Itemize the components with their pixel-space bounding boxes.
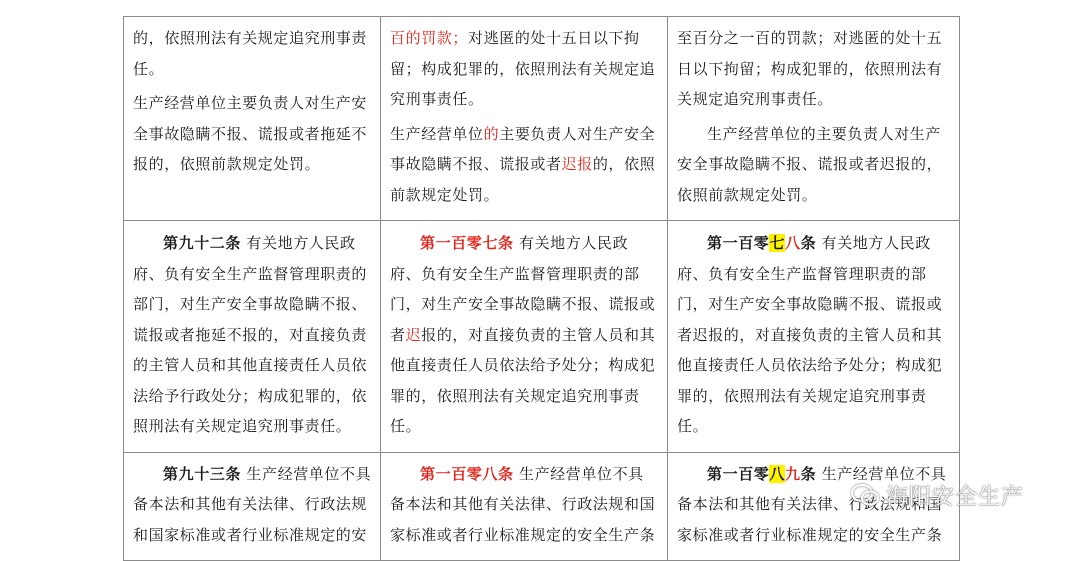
text: 生产经营单位不具备本法和其他有关法律、行政法规和国家标准或者行业标准规定的安 <box>133 464 372 544</box>
new-digit: 九 <box>785 464 801 483</box>
text: 对逃匿的处十五日以下拘留；构成犯罪的，依照刑法有关规定追究刑事责任。 <box>390 29 656 108</box>
table-row <box>124 452 960 561</box>
article-number: 第一百零八条 <box>420 464 514 483</box>
article-number: 第九十二条 <box>163 234 242 252</box>
new-digit: 八 <box>785 234 801 252</box>
article-suffix: 条 <box>800 234 817 252</box>
paragraph <box>390 23 659 115</box>
article-suffix: 条 <box>800 464 817 483</box>
changed-text: 百的罚款； <box>390 29 469 47</box>
cell-draft-law <box>381 221 668 453</box>
article-prefix: 第一百零 <box>707 464 770 483</box>
cell-old-law <box>124 221 381 453</box>
paragraph <box>677 228 951 442</box>
law-comparison-table <box>123 16 960 561</box>
paragraph <box>133 459 372 551</box>
paragraph: 至百分之一百的罚款；对逃匿的处十五日以下拘留；构成犯罪的，依照刑法有关规定追究刑事责任。 <box>677 29 943 108</box>
text: 主要负责人对生产安全事故隐瞒不报、谎报或者 <box>390 124 656 173</box>
table-row <box>124 221 960 453</box>
article-prefix: 第一百零 <box>707 234 770 252</box>
text: 生产经营单位不具备本法和其他有关法律、行政法规和国家标准或者行业标准规定的安全生产条 <box>390 464 656 544</box>
changed-text: 的 <box>483 124 500 143</box>
article-number: 第一百零七条 <box>420 234 514 252</box>
paragraph: 生产经营单位的主要负责人对生产安全事故隐瞒不报、谎报或者迟报的，依照前款规定处罚。 <box>677 124 943 204</box>
law-comparison-table-container <box>123 16 959 544</box>
paragraph <box>390 228 659 442</box>
cell-draft-law <box>381 17 668 221</box>
article-number: 第九十三条 <box>163 464 242 483</box>
text: 生产经营单位不具备本法和其他有关法律、行政法规和国家标准或者行业标准规定的安全生产条 <box>677 464 947 544</box>
text: 有关地方人民政府、负有安全生产监督管理职责的部门，对生产安全事故隐瞒不报、谎报或者迟报的，对直接负责的主管人员和其他直接责任人员依法给予处分；构成犯罪的，依照刑法有关规定追究刑事责任。 <box>677 234 943 435</box>
changed-text: 迟报 <box>561 155 593 173</box>
cell-old-law <box>124 452 381 561</box>
text: 报的，对直接负责的主管人员和其他直接责任人员依法给予处分；构成犯罪的，依照刑法有关规定追究刑事责任。 <box>390 325 656 435</box>
paragraph <box>390 459 659 551</box>
paragraph: 生产经营单位主要负责人对生产安全事故隐瞒不报、谎报或者拖延不报的，依照前款规定处罚。 <box>133 94 368 173</box>
changed-text: 迟 <box>405 325 422 344</box>
table-row <box>124 17 960 221</box>
watermark-text: 海阳安全生产 <box>886 484 1025 510</box>
text: 的，依照前款规定处罚。 <box>390 155 656 204</box>
article-number <box>707 234 816 252</box>
cell-new-law <box>668 17 960 221</box>
cell-draft-law <box>381 452 668 561</box>
paragraph <box>390 119 659 211</box>
article-number <box>707 465 816 483</box>
highlighted-old-digit: 七 <box>769 234 786 252</box>
wechat-icon <box>850 482 880 508</box>
paragraph <box>133 228 372 442</box>
account-watermark <box>850 478 1050 512</box>
text: 有关地方人民政府、负有安全生产监督管理职责的部门，对生产安全事故隐瞒不报、谎报或者 <box>390 234 656 344</box>
text: 生产经营单位 <box>390 124 484 143</box>
text: 有关地方人民政府、负有安全生产监督管理职责的部门，对生产安全事故隐瞒不报、谎报或者拖延不报的，对直接负责的主管人员和其他直接责任人员依法给予行政处分；构成犯罪的，依照刑法有关规定追究刑事责任。 <box>133 234 368 435</box>
cell-old-law <box>124 17 381 221</box>
highlighted-old-digit: 八 <box>769 464 786 483</box>
paragraph: 的，依照刑法有关规定追究刑事责任。 <box>133 29 368 78</box>
cell-new-law <box>668 221 960 453</box>
